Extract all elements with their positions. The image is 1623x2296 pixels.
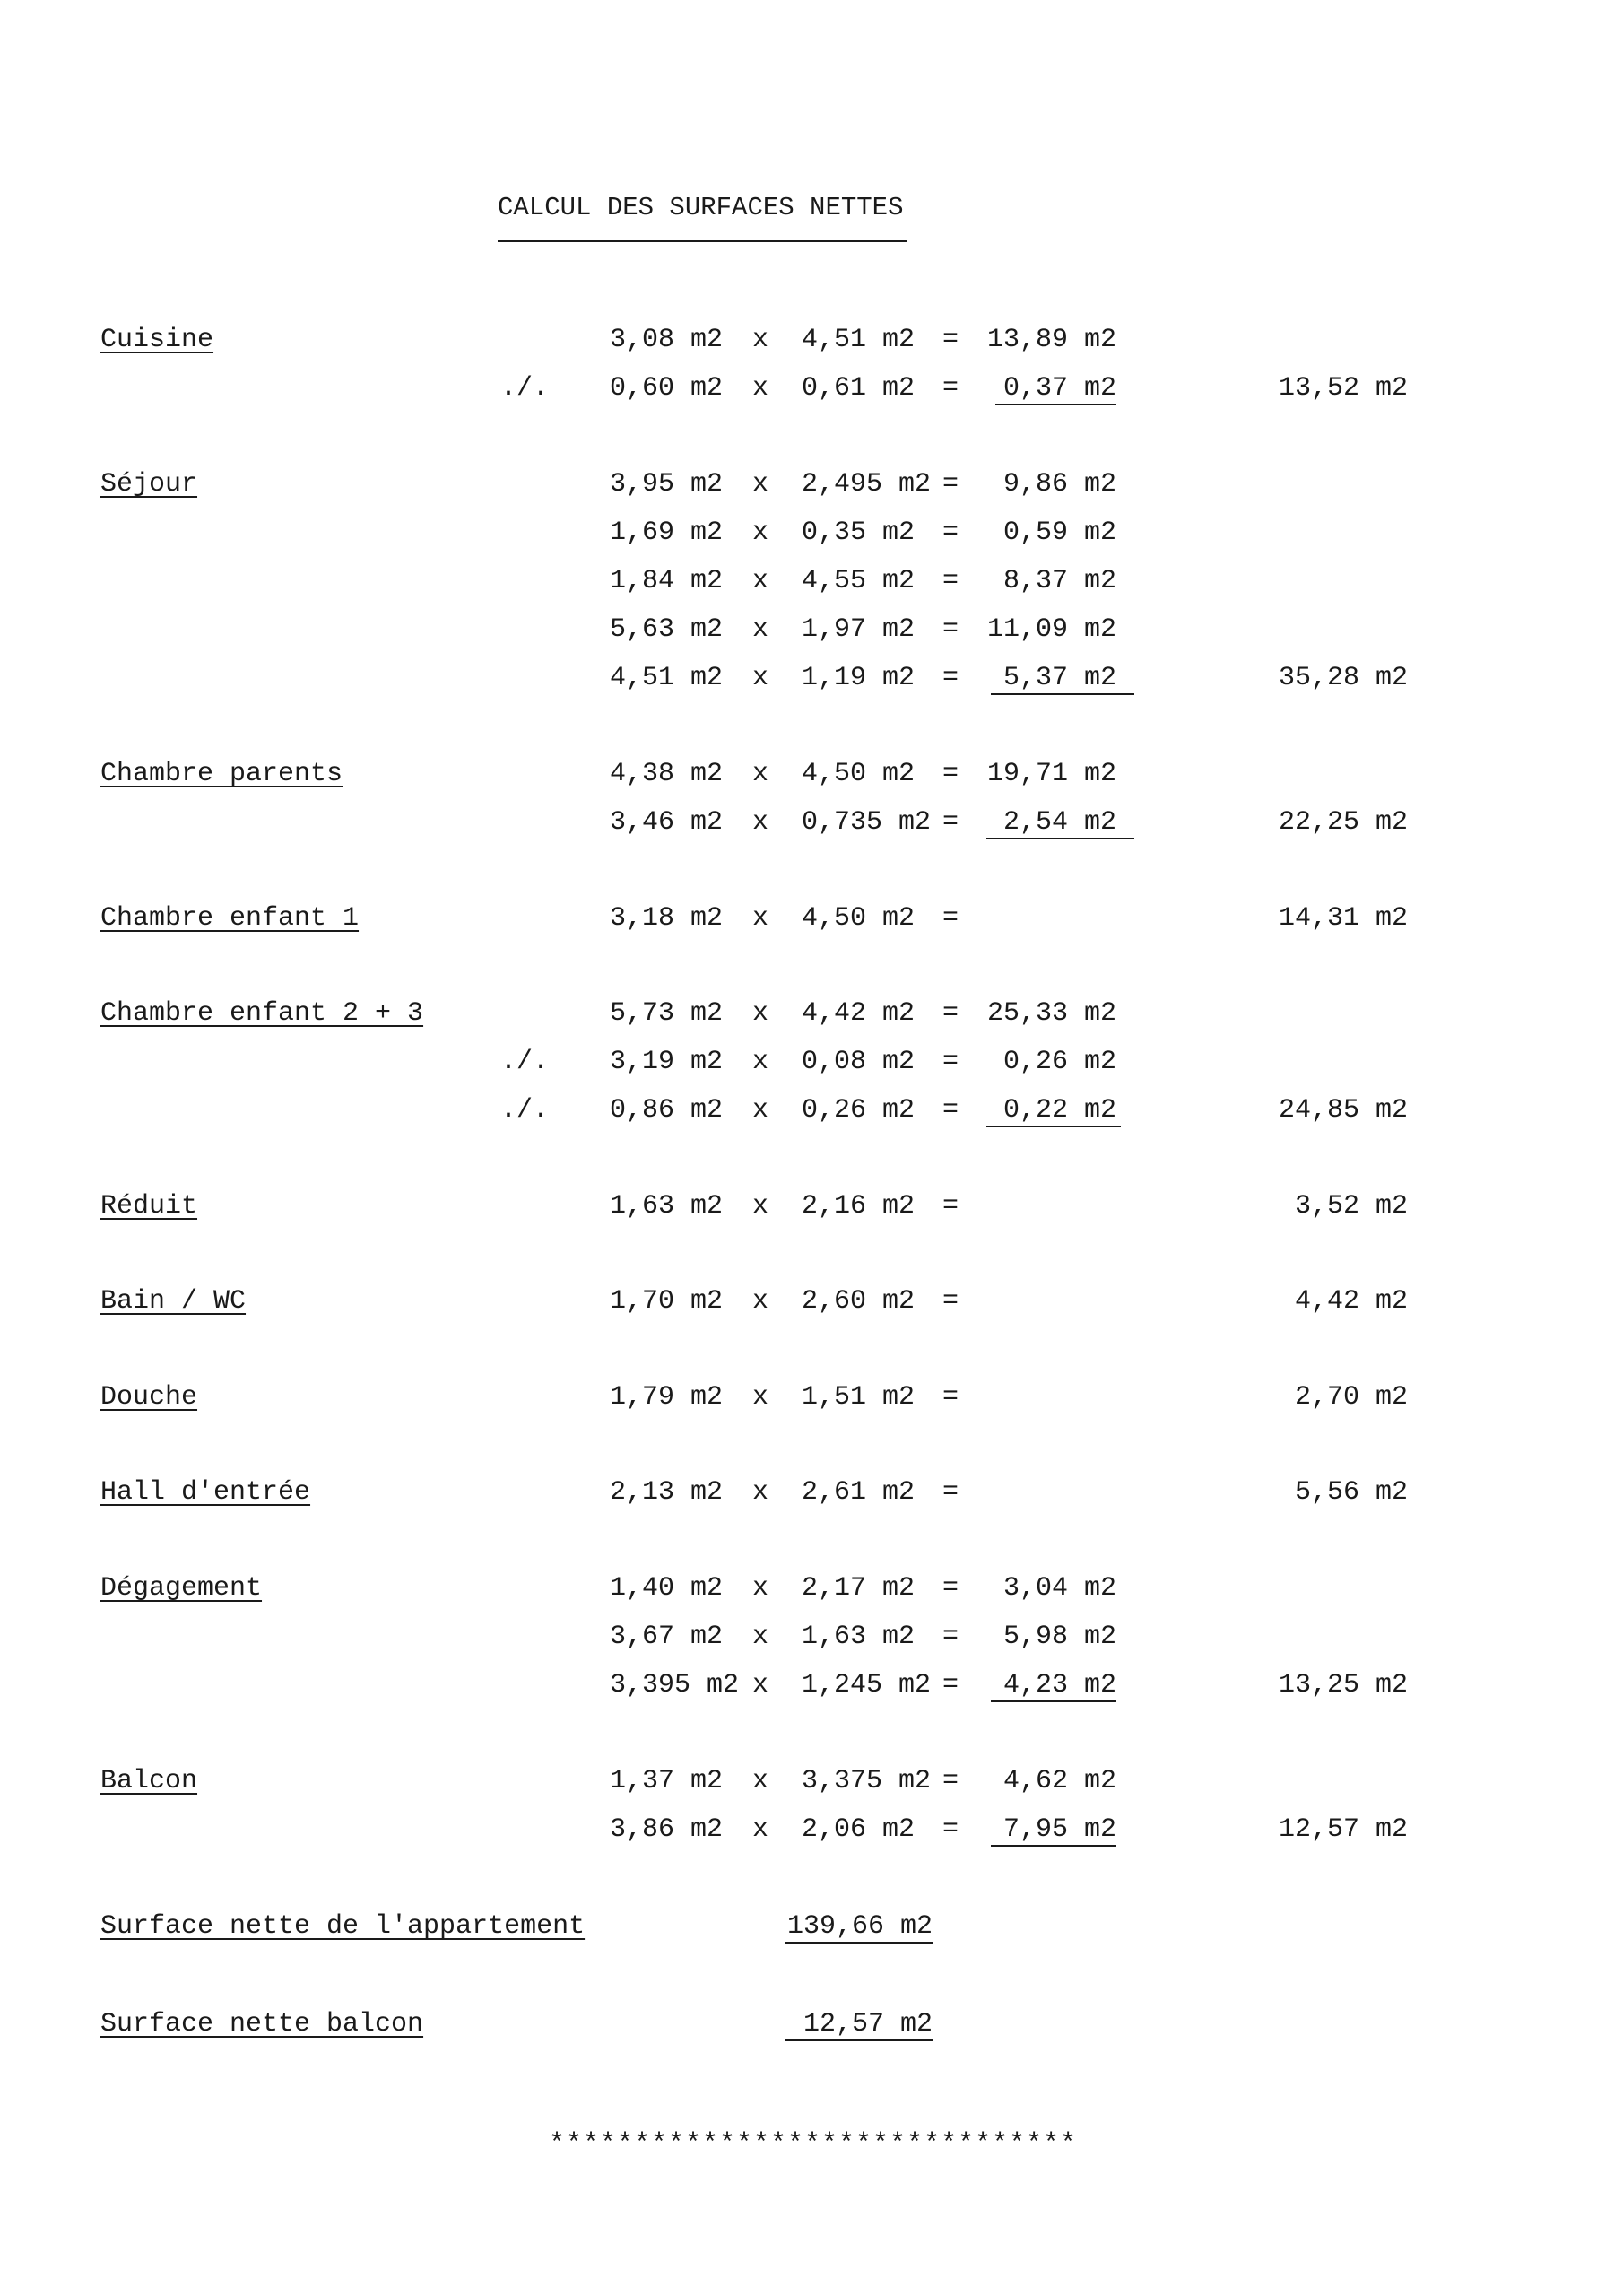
dimension-b: 4,55 m2	[802, 566, 916, 596]
dimension-a: 3,08 m2	[610, 325, 724, 355]
equals-sign: =	[942, 1670, 959, 1700]
room-label: Chambre enfant 1	[100, 903, 360, 934]
dimension-b: 0,735 m2	[802, 807, 932, 838]
dimension-b: 1,51 m2	[802, 1382, 916, 1413]
dimension-a: 3,18 m2	[610, 903, 724, 934]
equals-sign: =	[942, 1191, 959, 1222]
multiply-sign: x	[751, 1814, 768, 1845]
dimension-a: 1,79 m2	[610, 1382, 724, 1413]
multiply-sign: x	[751, 1622, 768, 1652]
equals-sign: =	[942, 1477, 959, 1508]
dimension-a: 1,70 m2	[610, 1286, 724, 1317]
dimension-a: 4,38 m2	[610, 759, 724, 789]
multiply-sign: x	[751, 373, 768, 404]
summary-label-appartement: Surface nette de l'appartement	[100, 1911, 586, 1942]
equals-sign: =	[942, 998, 959, 1029]
dimension-b: 4,50 m2	[802, 903, 916, 934]
equals-sign: =	[942, 759, 959, 789]
dimension-a: 3,395 m2	[610, 1670, 740, 1700]
partial-area: 2,54 m2	[1002, 807, 1116, 838]
partial-area: 4,62 m2	[1002, 1766, 1116, 1796]
multiply-sign: x	[751, 1766, 768, 1796]
room-total: 24,85 m2	[1278, 1095, 1408, 1126]
room-total: 5,56 m2	[1294, 1477, 1408, 1508]
multiply-sign: x	[751, 325, 768, 355]
dimension-b: 0,35 m2	[802, 517, 916, 548]
partial-area: 0,26 m2	[1002, 1047, 1116, 1077]
partial-area: 3,04 m2	[1002, 1573, 1116, 1604]
multiply-sign: x	[751, 1573, 768, 1604]
dimension-a: 3,19 m2	[610, 1047, 724, 1077]
room-total: 4,42 m2	[1294, 1286, 1408, 1317]
dimension-b: 4,50 m2	[802, 759, 916, 789]
deduction-mark: ./.	[500, 1047, 550, 1077]
multiply-sign: x	[751, 807, 768, 838]
equals-sign: =	[942, 1766, 959, 1796]
equals-sign: =	[942, 566, 959, 596]
room-total: 3,52 m2	[1294, 1191, 1408, 1222]
multiply-sign: x	[751, 903, 768, 934]
dimension-b: 2,06 m2	[802, 1814, 916, 1845]
equals-sign: =	[942, 1047, 959, 1077]
partial-area: 11,09 m2	[986, 614, 1116, 645]
dimension-a: 0,60 m2	[610, 373, 724, 404]
multiply-sign: x	[751, 1047, 768, 1077]
equals-sign: =	[942, 1095, 959, 1126]
partial-underline	[986, 1126, 1121, 1127]
room-label: Chambre parents	[100, 759, 343, 789]
equals-sign: =	[942, 1382, 959, 1413]
summary-underline	[785, 1942, 933, 1944]
equals-sign: =	[942, 469, 959, 500]
multiply-sign: x	[751, 759, 768, 789]
dimension-b: 1,19 m2	[802, 663, 916, 693]
multiply-sign: x	[751, 469, 768, 500]
dimension-a: 5,73 m2	[610, 998, 724, 1029]
multiply-sign: x	[751, 1477, 768, 1508]
dimension-b: 1,63 m2	[802, 1622, 916, 1652]
dimension-b: 3,375 m2	[802, 1766, 932, 1796]
room-total: 13,25 m2	[1278, 1670, 1408, 1700]
dimension-a: 3,95 m2	[610, 469, 724, 500]
dimension-a: 1,37 m2	[610, 1766, 724, 1796]
room-label: Balcon	[100, 1766, 198, 1796]
multiply-sign: x	[751, 663, 768, 693]
summary-value-balcon: 12,57 m2	[803, 2009, 933, 2039]
dimension-b: 0,26 m2	[802, 1095, 916, 1126]
dimension-a: 3,67 m2	[610, 1622, 724, 1652]
dimension-b: 0,08 m2	[802, 1047, 916, 1077]
partial-area: 0,59 m2	[1002, 517, 1116, 548]
equals-sign: =	[942, 903, 959, 934]
partial-area: 0,22 m2	[1002, 1095, 1116, 1126]
multiply-sign: x	[751, 566, 768, 596]
dimension-a: 1,69 m2	[610, 517, 724, 548]
multiply-sign: x	[751, 1670, 768, 1700]
room-label: Dégagement	[100, 1573, 263, 1604]
room-total: 22,25 m2	[1278, 807, 1408, 838]
equals-sign: =	[942, 614, 959, 645]
dimension-b: 4,51 m2	[802, 325, 916, 355]
partial-area: 7,95 m2	[1002, 1814, 1116, 1845]
partial-area: 25,33 m2	[986, 998, 1116, 1029]
room-label: Séjour	[100, 469, 198, 500]
multiply-sign: x	[751, 1286, 768, 1317]
summary-label-balcon: Surface nette balcon	[100, 2009, 424, 2039]
dimension-b: 2,17 m2	[802, 1573, 916, 1604]
summary-value-appartement: 139,66 m2	[786, 1911, 933, 1942]
dimension-a: 1,84 m2	[610, 566, 724, 596]
room-total: 12,57 m2	[1278, 1814, 1408, 1845]
room-total: 14,31 m2	[1278, 903, 1408, 934]
equals-sign: =	[942, 325, 959, 355]
partial-underline	[991, 1700, 1116, 1702]
room-label: Réduit	[100, 1191, 198, 1222]
multiply-sign: x	[751, 614, 768, 645]
equals-sign: =	[942, 1286, 959, 1317]
partial-area: 9,86 m2	[1002, 469, 1116, 500]
room-label: Bain / WC	[100, 1286, 247, 1317]
partial-underline	[991, 1845, 1116, 1847]
dimension-b: 2,60 m2	[802, 1286, 916, 1317]
dimension-a: 1,40 m2	[610, 1573, 724, 1604]
dimension-b: 1,97 m2	[802, 614, 916, 645]
room-total: 2,70 m2	[1294, 1382, 1408, 1413]
summary-underline	[785, 2039, 933, 2041]
dimension-b: 2,495 m2	[802, 469, 932, 500]
deduction-mark: ./.	[500, 373, 550, 404]
partial-underline	[986, 838, 1134, 839]
room-total: 35,28 m2	[1278, 663, 1408, 693]
partial-area: 5,37 m2	[1002, 663, 1116, 693]
room-label: Cuisine	[100, 325, 214, 355]
dimension-a: 1,63 m2	[610, 1191, 724, 1222]
equals-sign: =	[942, 663, 959, 693]
partial-area: 19,71 m2	[986, 759, 1116, 789]
partial-area: 0,37 m2	[1002, 373, 1116, 404]
multiply-sign: x	[751, 1382, 768, 1413]
dimension-b: 2,61 m2	[802, 1477, 916, 1508]
equals-sign: =	[942, 517, 959, 548]
partial-area: 8,37 m2	[1002, 566, 1116, 596]
room-total: 13,52 m2	[1278, 373, 1408, 404]
title-underline	[498, 240, 907, 242]
equals-sign: =	[942, 1814, 959, 1845]
equals-sign: =	[942, 373, 959, 404]
multiply-sign: x	[751, 1191, 768, 1222]
partial-area: 5,98 m2	[1002, 1622, 1116, 1652]
dimension-a: 4,51 m2	[610, 663, 724, 693]
partial-area: 4,23 m2	[1002, 1670, 1116, 1700]
dimension-a: 5,63 m2	[610, 614, 724, 645]
multiply-sign: x	[751, 517, 768, 548]
room-label: Douche	[100, 1382, 198, 1413]
partial-area: 13,89 m2	[986, 325, 1116, 355]
partial-underline	[995, 404, 1116, 405]
dimension-b: 0,61 m2	[802, 373, 916, 404]
dimension-a: 0,86 m2	[610, 1095, 724, 1126]
dimension-a: 3,86 m2	[610, 1814, 724, 1845]
dimension-a: 3,46 m2	[610, 807, 724, 838]
room-label: Hall d'entrée	[100, 1477, 311, 1508]
multiply-sign: x	[751, 998, 768, 1029]
equals-sign: =	[942, 807, 959, 838]
equals-sign: =	[942, 1573, 959, 1604]
end-of-document-mark: *******************************	[549, 2129, 1078, 2160]
equals-sign: =	[942, 1622, 959, 1652]
multiply-sign: x	[751, 1095, 768, 1126]
dimension-b: 2,16 m2	[802, 1191, 916, 1222]
dimension-b: 1,245 m2	[802, 1670, 932, 1700]
room-label: Chambre enfant 2 + 3	[100, 998, 424, 1029]
deduction-mark: ./.	[500, 1095, 550, 1126]
dimension-b: 4,42 m2	[802, 998, 916, 1029]
page-title: CALCUL DES SURFACES NETTES	[498, 193, 904, 222]
partial-underline	[991, 693, 1134, 695]
dimension-a: 2,13 m2	[610, 1477, 724, 1508]
